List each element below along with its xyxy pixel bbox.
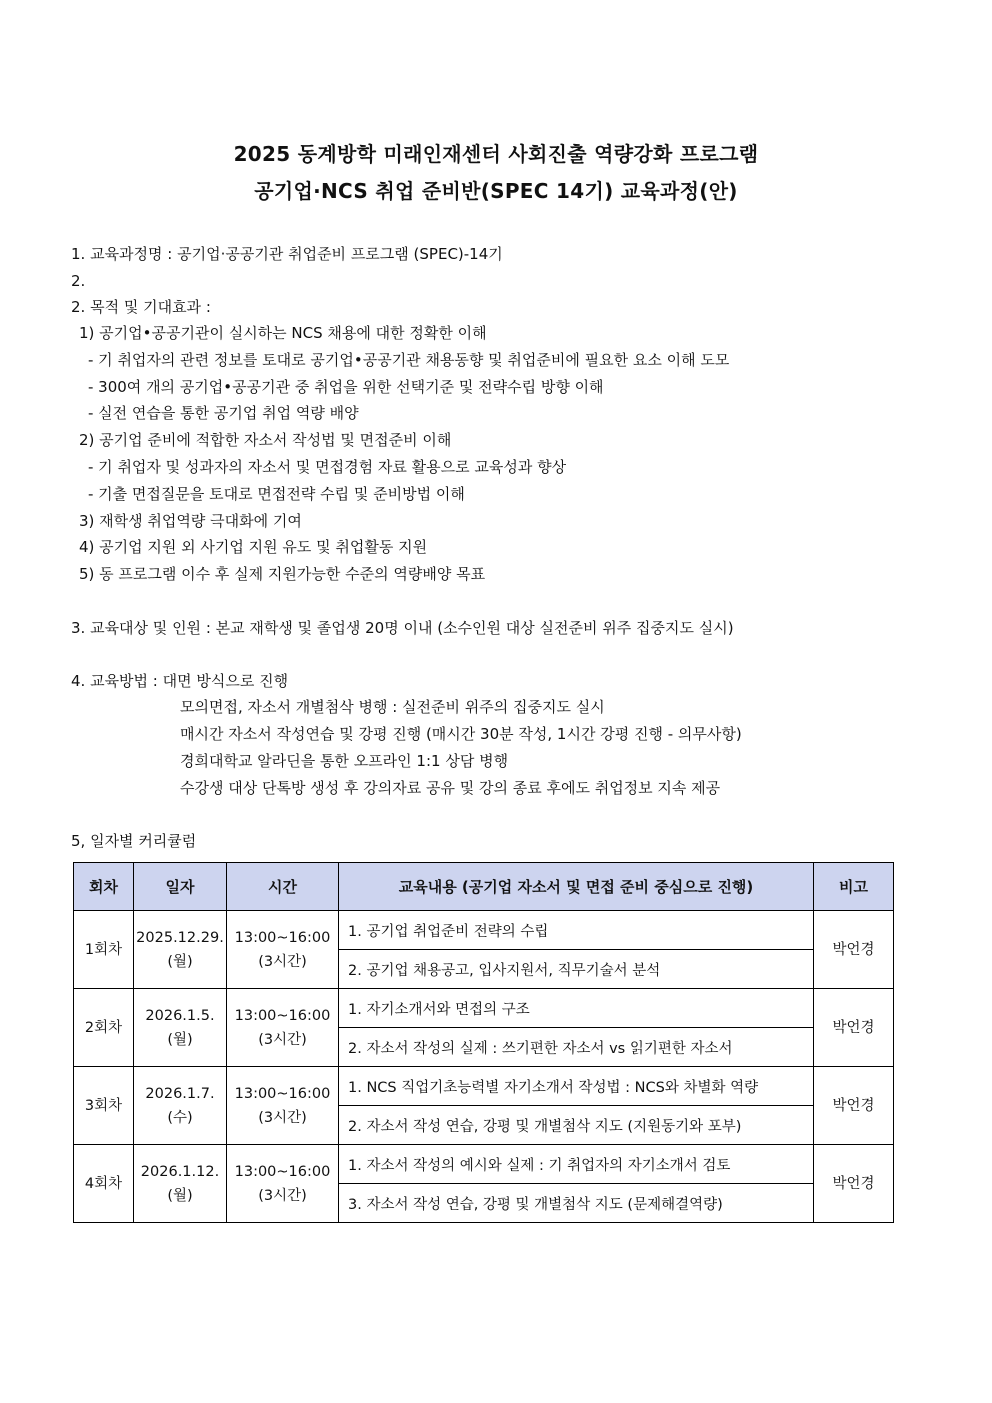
date-cell: [134, 989, 227, 1067]
table-row: [74, 1067, 894, 1106]
hours-text: (3시간): [258, 1031, 307, 1048]
date-cell: [134, 1067, 227, 1145]
header-content: 교육내용 (공기업 자소서 및 면접 준비 중심으로 진행): [339, 863, 814, 911]
day-text: (월): [167, 1187, 193, 1204]
stray-number-line: 2.: [71, 272, 86, 290]
table-header-row: [74, 863, 894, 911]
content-cell: 2. 공기업 채용공고, 입사지원서, 직무기술서 분석: [339, 950, 814, 989]
session-cell: 1회차: [74, 911, 134, 989]
time-text: 13:00~16:00: [234, 1163, 331, 1180]
date-text: 2026.1.12.: [140, 1163, 220, 1180]
purpose-item-5: 5) 동 프로그램 이수 후 실제 지원가능한 수준의 역량배양 목표: [79, 565, 486, 583]
method-item-1: 모의면접, 자소서 개별첨삭 병행 : 실전준비 위주의 집중지도 실시: [180, 698, 605, 716]
purpose-item-2-sub-1: - 기 취업자 및 성과자의 자소서 및 면접경험 자료 활용으로 교육성과 향상: [88, 458, 567, 476]
session-cell: 3회차: [74, 1067, 134, 1145]
content-cell: 1. 자소서 작성의 예시와 실제 : 기 취업자의 자기소개서 검토: [339, 1145, 814, 1184]
header-session: 회차: [74, 863, 134, 911]
date-cell: [134, 1145, 227, 1223]
content-cell: 1. NCS 직업기초능력별 자기소개서 작성법 : NCS와 차별화 역량: [339, 1067, 814, 1106]
table-row: [74, 911, 894, 950]
method-heading: 4. 교육방법 : 대면 방식으로 진행: [71, 672, 289, 690]
note-cell: 박언경: [814, 1067, 894, 1145]
target-line: 3. 교육대상 및 인원 : 본교 재학생 및 졸업생 20명 이내 (소수인원 대상 실전준비 위주 집중지도 실시): [71, 619, 734, 637]
curriculum-table: [73, 862, 894, 1223]
date-cell: [134, 911, 227, 989]
time-cell: [227, 1067, 339, 1145]
note-cell: 박언경: [814, 989, 894, 1067]
hours-text: (3시간): [258, 953, 307, 970]
time-text: 13:00~16:00: [234, 929, 331, 946]
content-cell: 1. 공기업 취업준비 전략의 수립: [339, 911, 814, 950]
day-text: (수): [167, 1109, 193, 1126]
course-name-line: 1. 교육과정명 : 공기업·공공기관 취업준비 프로그램 (SPEC)-14기: [71, 245, 503, 263]
note-cell: 박언경: [814, 1145, 894, 1223]
time-cell: [227, 989, 339, 1067]
header-time: 시간: [227, 863, 339, 911]
purpose-item-1-sub-3: - 실전 연습을 통한 공기업 취업 역량 배양: [88, 404, 359, 422]
session-cell: 2회차: [74, 989, 134, 1067]
time-cell: [227, 911, 339, 989]
table-row: [74, 1145, 894, 1184]
note-cell: 박언경: [814, 911, 894, 989]
content-cell: 3. 자소서 작성 연습, 강평 및 개별첨삭 지도 (문제해결역량): [339, 1184, 814, 1223]
document-subtitle: 공기업·NCS 취업 준비반(SPEC 14기) 교육과정(안): [254, 179, 738, 203]
purpose-item-1-sub-2: - 300여 개의 공기업•공공기관 중 취업을 위한 선택기준 및 전략수립 방향 이해: [88, 378, 604, 396]
purpose-item-1: 1) 공기업•공공기관이 실시하는 NCS 채용에 대한 정확한 이해: [79, 324, 487, 342]
hours-text: (3시간): [258, 1187, 307, 1204]
content-cell: 1. 자기소개서와 면접의 구조: [339, 989, 814, 1028]
method-item-2: 매시간 자소서 작성연습 및 강평 진행 (매시간 30분 작성, 1시간 강평 진행 - 의무사항): [180, 725, 742, 743]
purpose-item-2-sub-2: - 기출 면접질문을 토대로 면접전략 수립 및 준비방법 이해: [88, 485, 465, 503]
content-cell: 2. 자소서 작성의 실제 : 쓰기편한 자소서 vs 읽기편한 자소서: [339, 1028, 814, 1067]
date-text: 2026.1.5.: [145, 1007, 215, 1024]
document-title: 2025 동계방학 미래인재센터 사회진출 역량강화 프로그램: [233, 142, 759, 166]
content-cell: 2. 자소서 작성 연습, 강평 및 개별첨삭 지도 (지원동기와 포부): [339, 1106, 814, 1145]
header-note: 비고: [814, 863, 894, 911]
method-item-4: 수강생 대상 단톡방 생성 후 강의자료 공유 및 강의 종료 후에도 취업정보 지속 제공: [180, 779, 721, 797]
time-text: 13:00~16:00: [234, 1007, 331, 1024]
purpose-item-4: 4) 공기업 지원 외 사기업 지원 유도 및 취업활동 지원: [79, 538, 428, 556]
time-cell: [227, 1145, 339, 1223]
table-row: [74, 989, 894, 1028]
purpose-item-3: 3) 재학생 취업역량 극대화에 기여: [79, 512, 302, 530]
day-text: (월): [167, 1031, 193, 1048]
date-text: 2025.12.29.: [136, 929, 224, 946]
date-text: 2026.1.7.: [145, 1085, 215, 1102]
method-item-3: 경희대학교 알라딘을 통한 오프라인 1:1 상담 병행: [180, 752, 509, 770]
day-text: (월): [167, 953, 193, 970]
purpose-item-2: 2) 공기업 준비에 적합한 자소서 작성법 및 면접준비 이해: [79, 431, 452, 449]
header-date: 일자: [134, 863, 227, 911]
curriculum-heading: 5, 일자별 커리큘럼: [71, 832, 197, 850]
hours-text: (3시간): [258, 1109, 307, 1126]
session-cell: 4회차: [74, 1145, 134, 1223]
time-text: 13:00~16:00: [234, 1085, 331, 1102]
purpose-heading: 2. 목적 및 기대효과 :: [71, 298, 211, 316]
purpose-item-1-sub-1: - 기 취업자의 관련 정보를 토대로 공기업•공공기관 채용동향 및 취업준비에 필요한 요소 이해 도모: [88, 351, 730, 369]
